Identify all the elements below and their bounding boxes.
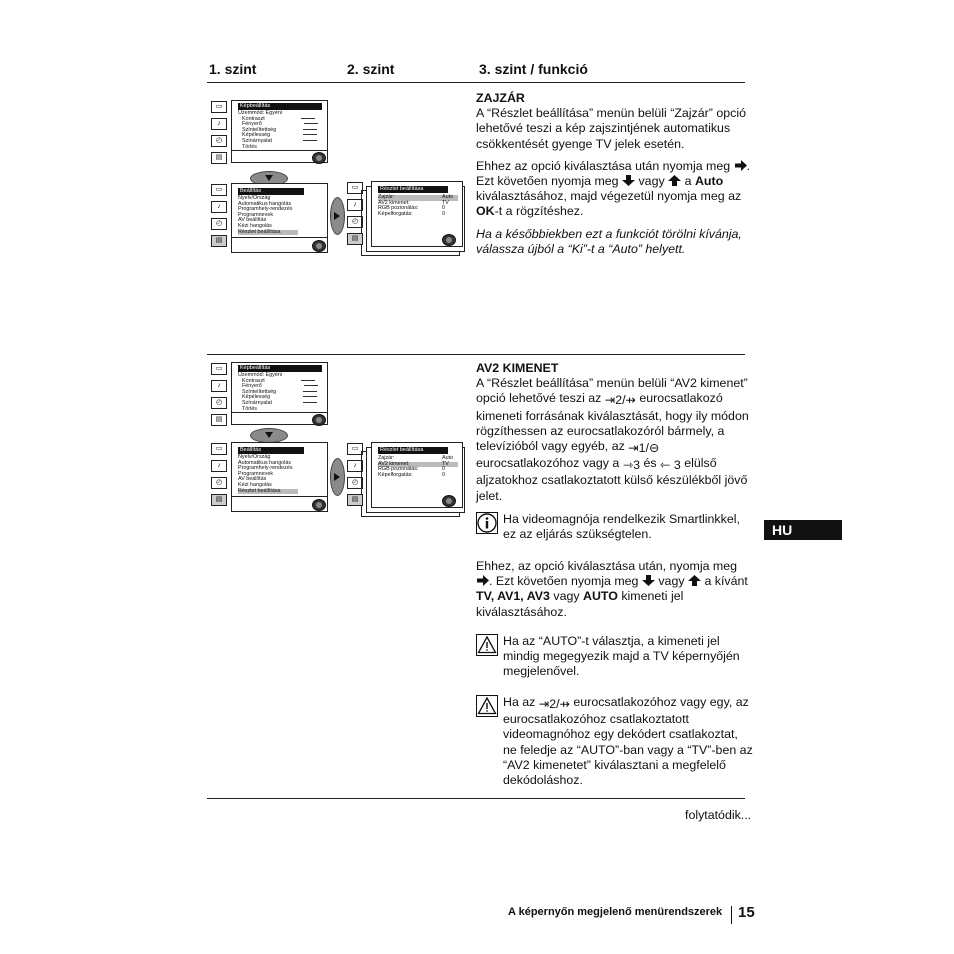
front-av3-input-icon: ⇽ 3 [660, 458, 681, 473]
section2-paragraph2: Ehhez, az opció kiválasztása után, nyomja meg . Ezt követően nyomja meg vagy a kívánt TV, AV1, AV3 vagy AUTO kimeneti jel kiválasztásához. [476, 559, 748, 619]
footer-section-title: A képernyőn megjelenő menürendszerek [508, 906, 723, 918]
menu-item: Kontraszt [238, 117, 318, 123]
menu-title: Beállítás [238, 447, 304, 454]
setup-icon: ▤ [211, 152, 227, 164]
section2-text [476, 361, 751, 511]
menu-item: Kontraszt [238, 379, 318, 385]
music-icon: ♪ [347, 199, 363, 211]
section2-title: AV2 KIMENET [476, 361, 559, 375]
front-av3-icon: ⇾3 [622, 458, 641, 473]
section1-paragraph1: A “Részlet beállítása” menün belüli “Zajzár” opció lehetővé teszi a kép zajszintjének automatikus csökkentését gyenge TV jelek esetén. [476, 106, 746, 151]
menu-item: Képélesség [238, 395, 318, 401]
scart-av2-icon: ⇥2/⇸ [538, 697, 570, 711]
menu-item: AV2 kimenet: TV [378, 199, 449, 206]
menu-item: RGB pozionálás: 0 [378, 466, 445, 473]
bottom-rule [207, 798, 745, 799]
menu-items [238, 455, 298, 494]
warning-note-2 [476, 695, 753, 790]
header-level-3: 3. szint / funkció [479, 61, 588, 77]
menu-item-selected: AV2 kimenet: TV [378, 462, 458, 468]
menu-item: Fényerő [238, 384, 318, 390]
ok-button-icon [442, 234, 456, 246]
picture-menu-screen [215, 100, 328, 163]
setup-icon: ▤ [347, 494, 363, 506]
info-icon [476, 512, 498, 534]
picture-icon: ▭ [211, 184, 227, 196]
menu-item: Programnevek [238, 211, 274, 218]
menu-item: Színtelítettség [238, 390, 318, 396]
warning-note-1-text: Ha az “AUTO”-t választja, a kimeneti jel mindig megegyezik majd a TV képernyőjén megjelenővel. [503, 634, 740, 679]
music-icon: ♪ [347, 460, 363, 472]
footer-divider [731, 906, 732, 924]
setup-icon: ▤ [211, 235, 227, 247]
menu-icon-column [211, 101, 229, 169]
menu-title: Részlet beállítása [378, 186, 448, 193]
arrow-right-icon [734, 160, 747, 171]
clock-icon: ◴ [347, 477, 363, 489]
scart-av1-icon: ⇥1/⊖ [628, 441, 660, 456]
arrow-down-icon [622, 175, 635, 186]
menu-item: Kézi hangolás [238, 481, 272, 488]
menu-item-selected: Részlet beállítása [238, 489, 298, 495]
warning-note-1 [476, 634, 753, 684]
arrow-right-icon [476, 575, 489, 586]
menu-item: Törlés [242, 143, 257, 150]
music-icon: ♪ [211, 460, 227, 472]
warning-icon [476, 634, 498, 656]
top-rule [207, 82, 745, 83]
menu-item: Színtelítettség [238, 128, 318, 134]
section1-paragraph3: Ha a későbbiekben ezt a funkciót törölni kívánja, válassza újból a “Ki”-t a “Auto” helyett. [476, 226, 742, 256]
menu-item-selected: Zajzár: Auto [378, 195, 458, 201]
ok-button-icon [312, 240, 326, 252]
warning-note-2-text: Ha az ⇥2/⇸ eurocsatlakozóhoz vagy egy, az eurocsatlakozóhoz csatlakoztatott videomagnóhoz egy dekódert csatlakoztat, ne feledje az “AUTO”-ban vagy a “TV”-ben az “AV2 kimenetet” kiválasztani a megfelelő dekódoláshoz. [503, 695, 753, 788]
arrow-down-icon [642, 575, 655, 586]
section1-paragraph2: Ehhez az opció kiválasztása után nyomja meg . Ezt követően nyomja meg vagy a Auto kiválasztásához, majd végezetül nyomja meg az OK-t a rögzítéshez. [476, 158, 751, 219]
detail-menu-screen [351, 442, 463, 508]
menu-item: Törlés [242, 405, 257, 412]
arrow-up-icon [688, 575, 701, 586]
music-icon: ♪ [211, 201, 227, 213]
clock-icon: ◴ [211, 135, 227, 147]
scart-av2-icon: ⇥2/⇸ [604, 393, 636, 408]
menu-item: Nyelv/Ország [238, 454, 271, 460]
setup-icon: ▤ [347, 233, 363, 245]
menu-title: Beállítás [238, 188, 304, 195]
warning-icon [476, 695, 498, 717]
menu-item: Képelforgatás: 0 [378, 471, 445, 478]
section2-paragraph1: A “Részlet beállítása” menün belüli “AV2 kimenet” opció lehetővé teszi az ⇥2/⇸ eurocsatlakozó kimeneti forrásának kiválasztását, hogy ily módon rögzíthessen az eurocsatlakozóról bármely, a televízióból vagy egyéb, az ⇥1/⊖ eurocsatlakozóhoz vagy a ⇾3 és ⇽ 3 elülső aljzatokhoz csatlakoztatott külső készülékből jövő jelet. [476, 376, 749, 503]
menu-items [378, 456, 458, 478]
music-icon: ♪ [211, 380, 227, 392]
menu-item: Kézi hangolás [238, 222, 272, 229]
ok-button-icon [312, 499, 326, 511]
divider [232, 150, 327, 151]
menu-title: Részlet beállítása [378, 447, 448, 454]
menu-item: Zajzár: Auto [378, 455, 454, 461]
menu-item: Automatikus hangolás [238, 200, 292, 207]
ok-button-icon [312, 414, 326, 426]
menu-item: Képélesség [238, 133, 318, 139]
menu-items [238, 111, 318, 150]
detail-menu-screen [351, 181, 463, 247]
menu-item: Automatikus hangolás [238, 459, 292, 466]
menu-item: Üzemmód: Egyéni [238, 372, 283, 378]
continued-label: folytatódik... [685, 808, 752, 822]
menu-items [238, 373, 318, 412]
divider [232, 412, 327, 413]
ok-button-icon [312, 152, 326, 164]
right-nav-icon [330, 197, 345, 235]
menu-item: RGB pozionálás: 0 [378, 205, 445, 212]
menu-items [378, 195, 458, 217]
menu-icon-column [211, 184, 229, 252]
picture-icon: ▭ [347, 443, 363, 455]
menu-icon-column [347, 182, 365, 250]
picture-icon: ▭ [211, 443, 227, 455]
menu-item: Programhely-rendezés [238, 465, 293, 472]
menu-item: AV beállítás [238, 217, 267, 224]
menu-item: Színárnyalat [238, 139, 318, 145]
menu-item: AV beállítás [238, 476, 267, 483]
section1-title: ZAJZÁR [476, 91, 525, 105]
menu-icon-column [211, 363, 229, 431]
music-icon: ♪ [211, 118, 227, 130]
clock-icon: ◴ [211, 397, 227, 409]
clock-icon: ◴ [347, 216, 363, 228]
menu-item-selected: Részlet beállítása [238, 230, 298, 236]
arrow-up-icon [668, 175, 681, 186]
menu-item: Nyelv/Ország [238, 195, 271, 201]
menu-icon-column [347, 443, 365, 511]
section2-instructions [476, 559, 751, 627]
language-tab: HU [764, 520, 842, 540]
page-number: 15 [738, 904, 755, 921]
down-nav-icon [250, 428, 288, 443]
menu-item: Képelforgatás: 0 [378, 210, 445, 217]
clock-icon: ◴ [211, 218, 227, 230]
middle-rule [207, 354, 745, 355]
info-note-text: Ha videomagnója rendelkezik Smartlinkkel, ez az eljárás szükségtelen. [503, 512, 740, 542]
right-nav-icon [330, 458, 345, 496]
picture-icon: ▭ [211, 101, 227, 113]
setup-icon: ▤ [211, 494, 227, 506]
menu-item: Színárnyalat [238, 401, 318, 407]
menu-title: Képbeállítás [238, 103, 322, 110]
divider [232, 496, 327, 497]
setup-icon: ▤ [211, 414, 227, 426]
section1-text [476, 91, 751, 264]
menu-icon-column [211, 443, 229, 511]
clock-icon: ◴ [211, 477, 227, 489]
picture-icon: ▭ [211, 363, 227, 375]
header-level-1: 1. szint [209, 61, 257, 77]
menu-items [238, 196, 298, 235]
menu-item: Programnevek [238, 470, 274, 477]
ok-button-icon [442, 495, 456, 507]
menu-title: Képbeállítás [238, 365, 322, 372]
divider [232, 237, 327, 238]
picture-icon: ▭ [347, 182, 363, 194]
menu-item: Programhely-rendezés [238, 206, 293, 213]
picture-menu-screen [215, 362, 328, 425]
setup-menu-screen [215, 183, 328, 253]
menu-item: Fényerő [238, 122, 318, 128]
header-level-2: 2. szint [347, 61, 395, 77]
setup-menu-screen [215, 442, 328, 512]
menu-item: Üzemmód: Egyéni [238, 110, 283, 116]
info-note [476, 512, 753, 548]
